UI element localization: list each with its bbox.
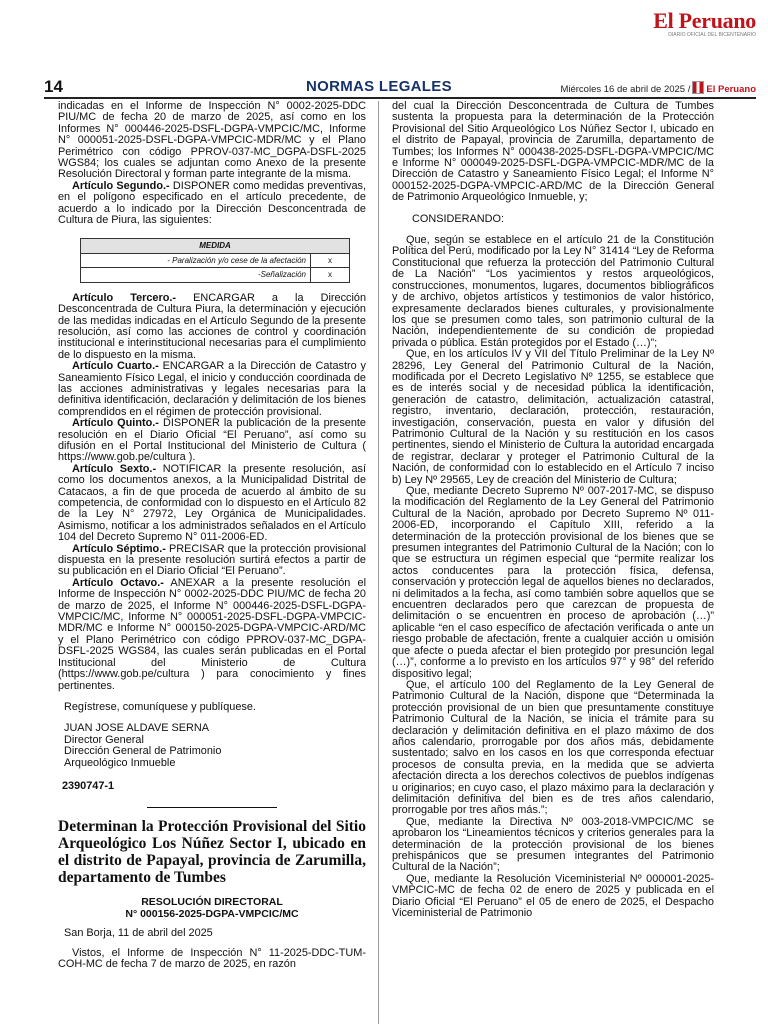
article-label: Artículo Octavo.- <box>72 576 164 589</box>
article-text: ENCARGAR a la Dirección de Catastro y Saneamiento Físico Legal, el inicio y conducción coordinada de las acciones administrativas y legales necesarias para la definitiva identificación, declaración y delimitación de los bienes comprendidos en el régimen de protección provisional. <box>58 360 366 418</box>
article-fifth <box>58 418 366 464</box>
section-title: NORMAS LEGALES <box>306 78 452 95</box>
publication-date: Miércoles 16 de abril de 2025 / <box>560 84 691 95</box>
newspaper-logo[interactable]: El Peruano <box>653 8 756 33</box>
table-cell: x <box>311 268 350 282</box>
article-fourth <box>58 361 366 418</box>
left-column <box>58 101 366 1024</box>
article-seventh <box>58 544 366 578</box>
paragraph: Que, según se establece en el artículo 21 de la Constitución Política del Perú, modificado por la Ley N° 31414 “Ley de Reforma Constitucional que refuerza la protección del Patrimonio Cultural de La Nación” “Los yacimientos y restos arqueológicos, construcciones, monumentos, lugares, documentos bibliográficos y de archivo, objetos artísticos y testimonios de valor histórico, expresamente declarados bienes culturales, y provisionalmente los que se presumen como tales, son patrimonio cultural de la Nación, independientemente de su condición de propiedad privada o pública. Están protegidos por el Estado (…)”; <box>392 234 714 349</box>
table-header: MEDIDA <box>81 239 350 253</box>
article-label: Artículo Quinto.- <box>72 417 159 430</box>
dateline <box>560 81 756 95</box>
table-row <box>81 253 350 267</box>
considerando-heading: CONSIDERANDO: <box>412 212 504 225</box>
separator-rule <box>147 807 277 808</box>
table-cell: -Señalización <box>81 268 311 282</box>
page-number: 14 <box>44 77 63 96</box>
header-brand: El Peruano <box>706 84 756 95</box>
paragraph: Que, en los artículos IV y VII del Título Preliminar de la Ley Nº 28296, Ley General del Patrimonio Cultural de la Nación, modificada por el Decreto Legislativo Nº 1255, se establece que es de interés social y de necesidad pública la identificación, generación de catastro, delimitación, actualización catastral, registro, inventario, declaración, protección, restauración, investigación, conservación, puesta en valor y difusión del Patrimonio Cultural de la Nación y su restitución en los casos pertinentes, siendo el Ministerio de Cultura la autoridad encargada de registrar, declarar y proteger el Patrimonio Cultural de la Nación, de conformidad con lo establecido en el Artículo 7 inciso b) Ley Nº 29565, Ley de creación del Ministerio de Cultura; <box>392 348 714 486</box>
signer-office: Dirección General de Patrimonio <box>64 745 222 758</box>
article-text: ANEXAR a la presente resolución el Informe de Inspección N° 0002-2025-DDC PIU/MC de fecha 20 de marzo de 2025, el Informe N° 000446-2025-DSFL-DGPA-VMPCIC/MC, Informe N° 000051-2025-DSFL-DGPA-VMPCIC-MDR/MC e Informe N° 000150-2025-DGPA-VMPCIC-ARD/MC y el Plano Perimétrico con código PPROV-037-MC_DGPA-DSFL-2025 WGS84, las cuales serán publicadas en el Portal Institucional del Ministerio de Cultura (https://www.gob.pe/cultura ) para conocimiento y fines pertinentes. <box>58 576 366 692</box>
article-second <box>58 181 366 227</box>
signer-title: Director General <box>64 733 144 746</box>
publication-code: 2390747-1 <box>62 779 115 792</box>
article-label: Artículo Séptimo.- <box>72 542 166 555</box>
article-text: PRECISAR que la protección provisional dispuesta en la presente resolución surtirá efectos a partir de su publicación en el Diario Oficial “El Peruano”. <box>58 542 366 578</box>
article-label: Artículo Cuarto.- <box>72 360 159 373</box>
column-divider <box>378 101 379 1024</box>
signer-name: JUAN JOSE ALDAVE SERNA <box>64 722 210 735</box>
peru-shield-icon <box>692 81 704 94</box>
article-label: Artículo Tercero.- <box>72 291 177 304</box>
article-headline: Determinan la Protección Provisional del Sitio Arqueológico Los Núñez Sector I, ubicado en el distrito de Papayal, provincia de Zarumilla, departamento de Tumbes <box>58 818 366 887</box>
table-cell: - Paralización y/o cese de la afectación <box>81 253 311 267</box>
table-cell: x <box>311 253 350 267</box>
page-header <box>44 77 756 99</box>
article-eighth <box>58 578 366 692</box>
right-column <box>392 101 714 1024</box>
resolution-title: RESOLUCIÓN DIRECTORAL <box>141 896 283 909</box>
article-third <box>58 293 366 361</box>
article-text: DISPONER como medidas preventivas, en el polígono especificado en el artículo precedente, de acuerdo a lo indicado por la Dirección Desconcentrada de Cultura de Piura, las siguientes: <box>58 179 366 227</box>
signer-office: Arqueológico Inmueble <box>64 756 176 769</box>
paragraph: Que, el artículo 100 del Reglamento de la Ley General de Patrimonio Cultural de la Nación, dispone que “Determinada la protección provisional de un bien que presuntamente constituye Patrimonio Cultural de la Nación, se inicia el trámite para su declaración y delimitación definitiva en el plazo máximo de dos años calendario, prorrogable por dos años más, debidamente sustentado; salvo en los casos en los que corresponda efectuar procesos de consulta previa, en la medida que se advierta afectación directa a los derechos colectivos de pueblos indígenas u originarios; en cuyo caso, el plazo máximo para la declaración y delimitación definitiva del bien es de tres años calendario, prorrogable por tres años más.”; <box>392 678 714 817</box>
paragraph: indicadas en el Informe de Inspección N° 0002-2025-DDC PIU/MC de fecha 20 de marzo de 2025, así como en los Informes N° 000446-2025-DSFL-DGPA-VMPCIC/MC, Informe N° 000051-2025-DSFL-DGPA-VMPCIC-MDR/MC y el Plano Perimétrico con código PPROV-037-MC_DGPA-DSFL-2025 WGS84; los cuales se adjuntan como Anexo de la presente Resolución Directoral y forman parte integrante de la misma. <box>58 101 366 181</box>
article-label: Artículo Segundo.- <box>72 179 170 192</box>
article-text: DISPONER la publicación de la presente resolución en el Diario Oficial “El Peruano”, así como su difusión en el Portal Institucional del Ministerio de Cultura ( https://www.gob.pe/cultura ). <box>58 417 366 464</box>
article-sixth <box>58 464 366 544</box>
paragraph: Que, mediante la Resolución Viceministerial Nº 000001-2025-VMPCIC-MC de fecha 02 de enero de 2025 y publicada en el Diario Oficial “El Peruano” el 05 de enero de 2025, el Despacho Viceministerial de Patrimonio <box>392 872 714 920</box>
table-row <box>81 268 350 282</box>
signature-block <box>64 723 366 769</box>
logo-tagline: DIARIO OFICIAL DEL BICENTENARIO <box>668 32 756 38</box>
paragraph: del cual la Dirección Desconcentrada de Cultura de Tumbes sustenta la propuesta para la determinación de la Protección Provisional del Sitio Arqueológico Los Núñez Sector I, ubicado en el distrito de Papayal, provincia de Zarumilla, departamento de Tumbes; los Informes N° 000438-2025-DSFL-DGPA-VMPCIC/MC e Informe N° 000049-2025-DSFL-DGPA-VMPCIC-MDR/MC de la Dirección de Catastro y Saneamiento Físico Legal; el Informe N° 000152-2025-DGPA-VMPCIC-ARD/MC de la Dirección General de Patrimonio Arqueológico Inmueble, y; <box>392 101 714 204</box>
masthead <box>653 8 756 38</box>
vistos-paragraph: Vistos, el Informe de Inspección N° 11-2025-DDC-TUM-COH-MC de fecha 7 de marzo de 2025, en razón <box>58 946 366 971</box>
place-date: San Borja, 11 de abril del 2025 <box>64 927 213 940</box>
resolution-number: N° 000156-2025-DGPA-VMPCIC/MC <box>125 908 299 921</box>
paragraph: Que, mediante la Directiva Nº 003-2018-VMPCIC/MC se aprobaron los “Lineamientos técnicos y criterios generales para la determinación de la protección provisional de los bienes prehispánicos que se presumen integrantes del Patrimonio Cultural de la Nación”; <box>392 815 714 874</box>
closing-formula: Regístrese, comuníquese y publíquese. <box>64 700 256 713</box>
article-label: Artículo Sexto.- <box>72 462 157 475</box>
paragraph: Que, mediante Decreto Supremo Nº 007-2017-MC, se dispuso la modificación del Reglamento de la Ley General del Patrimonio Cultural de la Nación, aprobado por Decreto Supremo Nº 011-2006-ED, incorporando el Capítulo XIII, referido a la determinación de la protección provisional de los bienes que se presumen integrantes del Patrimonio Cultural de la Nación; con lo que se estructura un régimen especial que “permite realizar los actos conducentes para la protección física, defensa, conservación y protección legal de aquellos bienes no declarados, ni delimitados a la fecha, así como también sobre aquellos que se encuentren declarados pero que carezcan de propuesta de delimitación o se encuentren en proceso de aprobación (…)” aplicable “en el caso específico de afectación verificada o ante un riesgo probable de afectación, frente a cualquier acción u omisión que afecte o pueda afectar el bien protegido por presunción legal (…)”, conforme a lo previsto en los artículos 97° y 98° del referido dispositivo legal; <box>392 485 714 680</box>
article-text: NOTIFICAR la presente resolución, así como los documentos anexos, a la Municipalidad Distrital de Catacaos, a fin de que proceda de acuerdo al ámbito de su competencia, de conformidad con lo dispuesto en el Artículo 82 de la Ley N° 27972, Ley Orgánica de Municipalidades. Asimismo, notificar a los administrados señalados en el Artículo 104 del Decreto Supremo N° 011-2006-ED. <box>58 462 366 544</box>
article-text: ENCARGAR a la Dirección Desconcentrada de Cultura Piura, la determinación y ejecución de las medidas indicadas en el Artículo Segundo de la presente resolución, así como las acciones de control y coordinación institucional e interinstitucional necesarias para el cumplimiento de lo dispuesto en la misma. <box>58 291 366 361</box>
measures-table <box>80 238 350 282</box>
